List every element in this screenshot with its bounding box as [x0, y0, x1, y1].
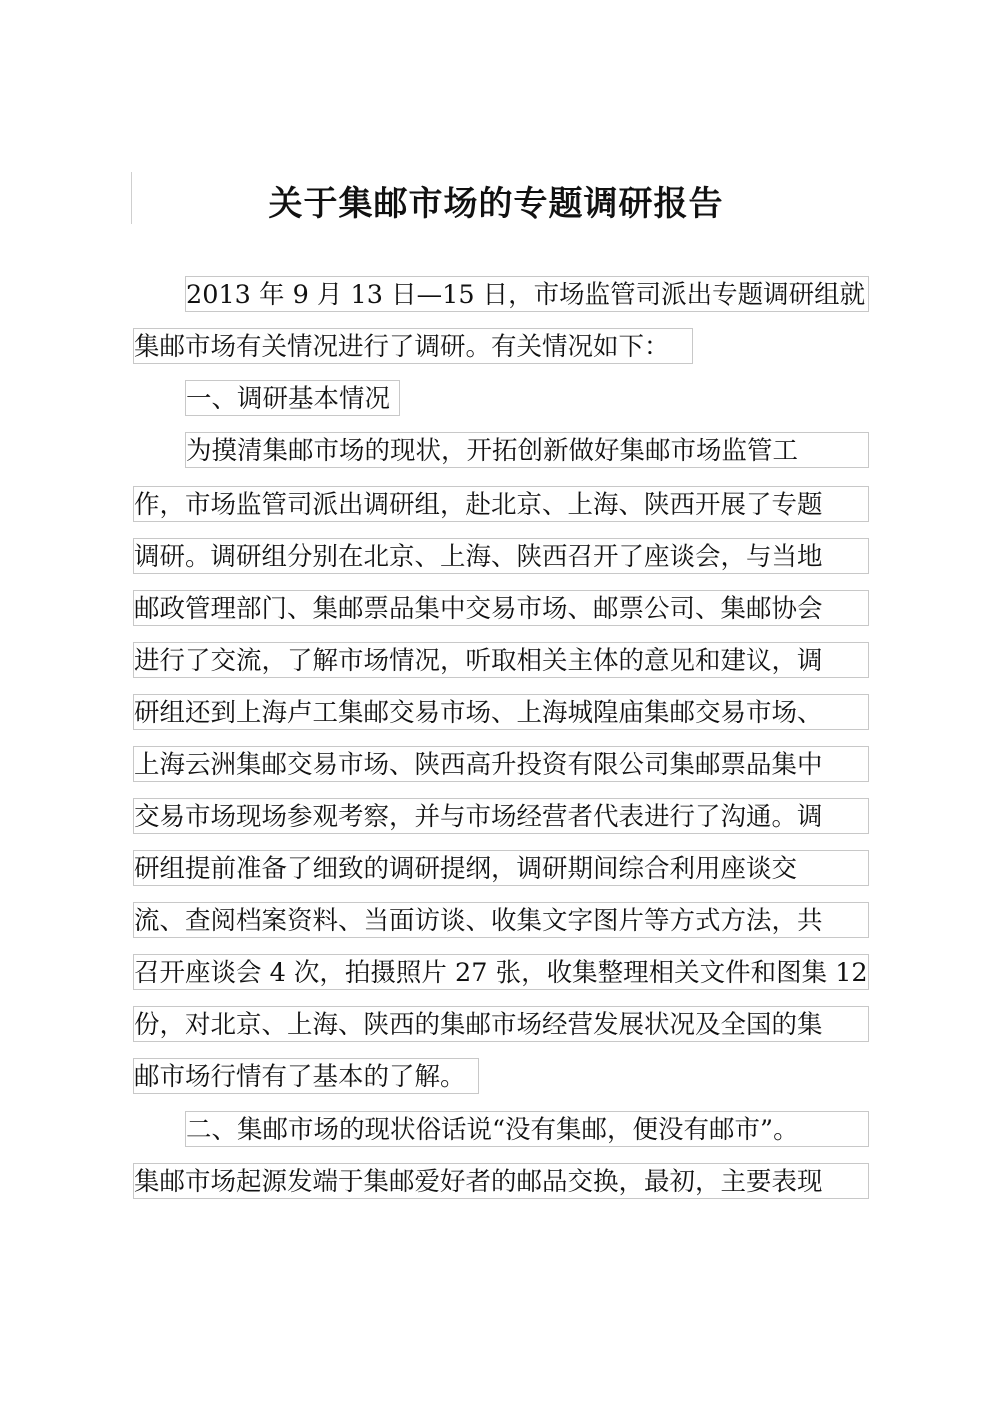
document-title: 关于集邮市场的专题调研报告: [268, 184, 724, 224]
text-line: 流、查阅档案资料、当面访谈、收集文字图片等方式方法，共: [133, 902, 869, 938]
text-line: 进行了交流，了解市场情况，听取相关主体的意见和建议，调: [133, 642, 869, 678]
text-line: 集邮市场起源发端于集邮爱好者的邮品交换，最初，主要表现: [133, 1163, 869, 1199]
section-heading: 一、调研基本情况: [185, 380, 400, 416]
section-heading: 二、集邮市场的现状俗话说“没有集邮，便没有邮市”。: [185, 1111, 869, 1147]
text-line: 邮市场行情有了基本的了解。: [133, 1058, 479, 1094]
text-line: 交易市场现场参观考察，并与市场经营者代表进行了沟通。调: [133, 798, 869, 834]
text-line: 召开座谈会 4 次，拍摄照片 27 张，收集整理相关文件和图集 12: [133, 954, 869, 990]
text-line: 2013 年 9 月 13 日—15 日，市场监管司派出专题调研组就: [185, 276, 869, 312]
text-line: 份，对北京、上海、陕西的集邮市场经营发展状况及全国的集: [133, 1006, 869, 1042]
text-line: 上海云洲集邮交易市场、陕西高升投资有限公司集邮票品集中: [133, 746, 869, 782]
text-line: 研组还到上海卢工集邮交易市场、上海城隍庙集邮交易市场、: [133, 694, 869, 730]
text-line: 研组提前准备了细致的调研提纲，调研期间综合利用座谈交: [133, 850, 869, 886]
text-line: 调研。调研组分别在北京、上海、陕西召开了座谈会，与当地: [133, 538, 869, 574]
text-line: 集邮市场有关情况进行了调研。有关情况如下：: [133, 328, 693, 364]
text-line: 作，市场监管司派出调研组，赴北京、上海、陕西开展了专题: [133, 486, 869, 522]
text-line: 邮政管理部门、集邮票品集中交易市场、邮票公司、集邮协会: [133, 590, 869, 626]
text-line: 为摸清集邮市场的现状，开拓创新做好集邮市场监管工: [185, 432, 869, 468]
